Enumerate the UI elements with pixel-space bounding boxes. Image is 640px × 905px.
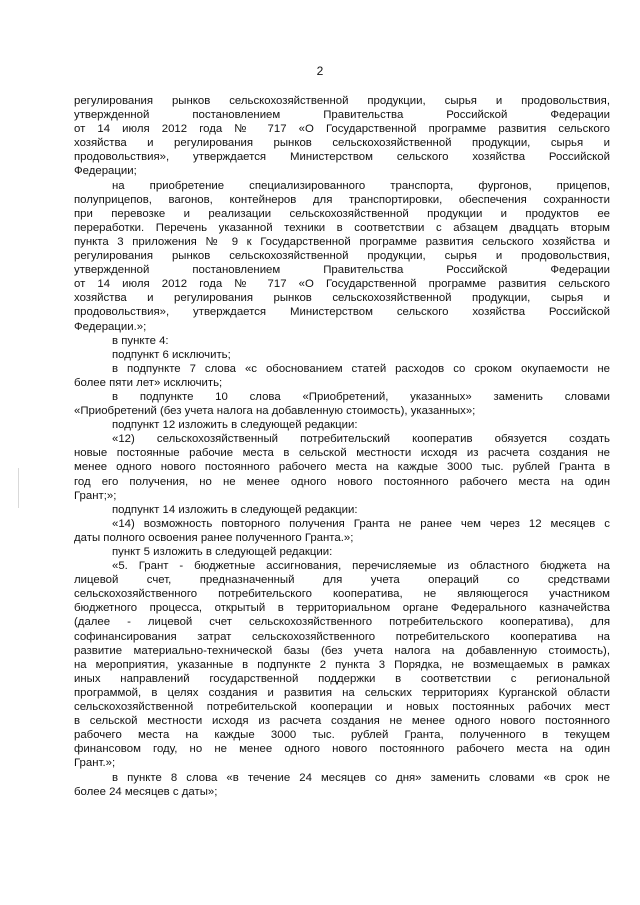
text-line: от 14 июля 2012 года № 717 «О Государственной программе развития сельского xyxy=(74,123,610,136)
text-line: в подпункте 10 слова «Приобретений, указанных» заменить словами xyxy=(112,390,610,403)
text-line: финансовом году, но не менее одного нового постоянного рабочего места на один xyxy=(74,743,610,756)
text-line: «Приобретений (без учета налога на добавленную стоимость), указанных»; xyxy=(74,405,476,418)
text-line: подпункт 14 изложить в следующей редакции: xyxy=(112,503,358,516)
text-line: хозяйства и регулирования рынков сельскохозяйственной продукции, сырья и xyxy=(74,137,610,150)
text-line: на приобретение специализированного транспорта, фургонов, прицепов, xyxy=(112,179,610,192)
text-line: софинансирования затрат сельскохозяйственного потребительского кооператива на xyxy=(74,630,610,643)
text-line: переработки. Перечень указанной техники в соответствии с абзацем двадцать вторым xyxy=(74,221,610,234)
text-line: программой, в целях создания и развития на сельских территориях Курганской области xyxy=(74,686,610,699)
text-line: развитие материально-технической базы (без учета налога на добавленную стоимость), xyxy=(74,644,610,657)
scan-margin-mark xyxy=(18,468,19,508)
text-line: «12) сельскохозяйственный потребительский кооператив обязуется создать xyxy=(112,433,610,446)
text-line: Грант.»; xyxy=(74,757,116,770)
text-line: в подпункте 7 слова «с обоснованием статей расходов со сроком окупаемости не xyxy=(112,362,610,375)
text-line: более 24 месяцев с даты»; xyxy=(74,785,218,798)
text-line: даты полного освоения ранее полученного Гранта.»; xyxy=(74,531,354,544)
text-line: продовольствия», утверждается Министерством сельского хозяйства Российской xyxy=(74,306,610,319)
text-line: рабочего места на каждые 3000 тыс. рублей Гранта, полученного в текущем xyxy=(74,729,610,742)
document-body xyxy=(74,94,610,799)
text-line: утвержденной постановлением Правительства Российской Федерации xyxy=(74,264,610,277)
text-line: полуприцепов, вагонов, контейнеров для транспортировки, обеспечения сохранности xyxy=(74,193,610,206)
text-line: бюджетного процесса, открытый в территориальном органе Федерального казначейства xyxy=(74,602,610,615)
text-line: пункта 3 приложения № 9 к Государственной программе развития сельского хозяйства и xyxy=(74,235,610,248)
text-line: год его получения, но не менее одного нового постоянного рабочего места на один xyxy=(74,475,610,488)
text-line: лицевой счет, предназначенный для учета операций со средствами xyxy=(74,574,610,587)
text-line: Федерации; xyxy=(74,165,137,178)
page-number: 2 xyxy=(316,64,324,78)
text-line: «5. Грант - бюджетные ассигнования, перечисляемые из областного бюджета на xyxy=(112,560,610,573)
text-line: менее одного нового постоянного рабочего места на каждые 3000 тыс. рублей Гранта в xyxy=(74,461,610,474)
text-line: Федерации.»; xyxy=(74,320,147,333)
text-line: регулирования рынков сельскохозяйственной продукции, сырья и продовольствия, xyxy=(74,250,610,263)
text-line: в пункте 4: xyxy=(112,334,169,347)
text-line: иных направлений государственной поддержки в соответствии с региональной xyxy=(74,672,610,685)
text-line: регулирования рынков сельскохозяйственной продукции, сырья и продовольствия, xyxy=(74,95,610,107)
text-line: сельскохозяйственной потребительской кооперации и новых постоянных рабочих мест xyxy=(74,701,610,714)
text-line: (далее - лицевой счет сельскохозяйственного потребительского кооператива), для xyxy=(74,616,610,629)
text-line: Грант;»; xyxy=(74,489,117,502)
text-line: «14) возможность повторного получения Гранта не ранее чем через 12 месяцев с xyxy=(112,517,610,530)
text-line: утвержденной постановлением Правительства Российской Федерации xyxy=(74,109,610,122)
text-line: подпункт 12 изложить в следующей редакции: xyxy=(112,419,358,432)
text-line: продовольствия», утверждается Министерством сельского хозяйства Российской xyxy=(74,151,610,164)
text-line: в пункте 8 слова «в течение 24 месяцев со дня» заменить словами «в срок не xyxy=(112,771,610,784)
text-line: от 14 июля 2012 года № 717 «О Государственной программе развития сельского xyxy=(74,278,610,291)
text-line: пункт 5 изложить в следующей редакции: xyxy=(112,546,333,558)
text-line: хозяйства и регулирования рынков сельскохозяйственной продукции, сырья и xyxy=(74,292,610,305)
text-line: при перевозке и реализации сельскохозяйственной продукции и продуктов ее xyxy=(74,207,610,220)
text-line: в сельской местности исходя из расчета создания не менее одного нового постоянного xyxy=(74,715,610,728)
text-line: подпункт 6 исключить; xyxy=(112,348,231,361)
text-line: сельскохозяйственного потребительского кооператива, не являющегося участником xyxy=(74,588,610,601)
text-line: на мероприятия, указанные в подпункте 2 пункта 3 Порядка, не возмещаемых в рамках xyxy=(74,658,610,671)
text-line: новые постоянные рабочие места в сельской местности исходя из расчета создания не xyxy=(74,447,610,460)
text-line: более пяти лет» исключить; xyxy=(74,376,223,389)
